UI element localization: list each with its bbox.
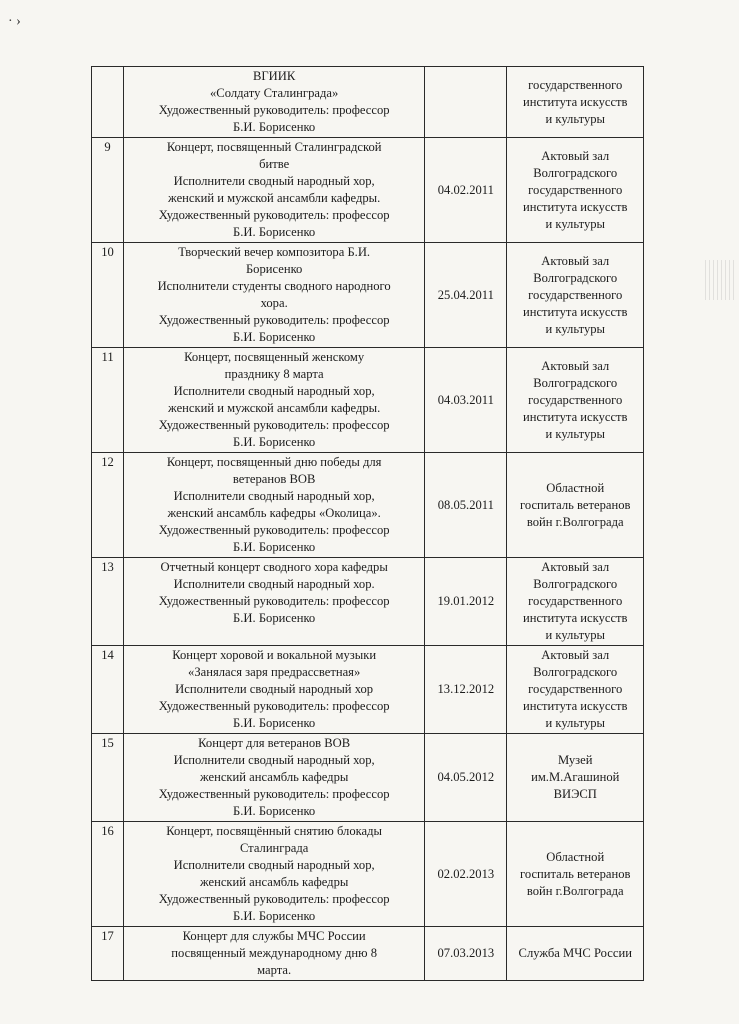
event-description (124, 734, 425, 822)
description-line: ветеранов ВОВ (232, 472, 316, 486)
description-line: Художественный руководитель: профессор (158, 103, 390, 117)
venue-line: и культуры (545, 426, 605, 441)
event-description (124, 822, 425, 927)
event-description (124, 67, 425, 138)
event-date: 07.03.2013 (425, 927, 507, 981)
row-number: 11 (92, 348, 124, 453)
venue-line: Волгоградского (533, 270, 618, 285)
description-line: Художественный руководитель: профессор (158, 313, 390, 327)
venue-line: института искусств (522, 699, 628, 713)
event-date: 25.04.2011 (425, 243, 507, 348)
description-line: Исполнители сводный народный хор, (173, 858, 375, 872)
description-line: Концерт для службы МЧС России (182, 929, 366, 943)
venue-line: Волгоградского (533, 375, 618, 390)
event-date (425, 67, 507, 138)
description-line: Исполнители сводный народный хор, (173, 174, 375, 188)
table-row (92, 822, 644, 927)
event-description (124, 927, 425, 981)
description-line: Исполнители студенты сводного народного (157, 279, 391, 293)
venue-line: и культуры (545, 716, 605, 730)
venue-line: им.М.Агашиной (531, 770, 620, 784)
table-row (92, 927, 644, 981)
venue-line: Волгоградского (533, 577, 618, 591)
description-line: Б.И. Борисенко (233, 435, 316, 449)
table-row (92, 558, 644, 646)
venue-line: Волгоградского (533, 165, 618, 180)
event-description (124, 558, 425, 646)
event-venue (507, 734, 644, 822)
description-line: Художественный руководитель: профессор (158, 699, 390, 713)
description-line: празднику 8 марта (224, 367, 324, 381)
description-line: женский и мужской ансамбли кафедры. (168, 401, 381, 415)
scan-mark: · › (8, 14, 21, 29)
concerts-table-body (92, 67, 644, 981)
venue-line: института искусств (522, 611, 628, 625)
venue-line: войн г.Волгограда (526, 883, 624, 898)
event-venue (507, 243, 644, 348)
description-line: Б.И. Борисенко (233, 225, 316, 239)
venue-line: государственного (528, 287, 623, 302)
venue-line: Актовый зал (541, 560, 610, 574)
venue-line: госпиталь ветеранов (519, 866, 631, 881)
event-venue (507, 927, 644, 981)
event-date: 04.05.2012 (425, 734, 507, 822)
venue-line: Волгоградского (533, 665, 618, 679)
description-line: Концерт, посвященный женскому (184, 350, 365, 364)
row-number: 10 (92, 243, 124, 348)
description-line: Исполнители сводный народный хор (175, 682, 374, 696)
venue-line: государственного (528, 182, 623, 197)
table-row (92, 646, 644, 734)
description-line: Б.И. Борисенко (233, 330, 316, 344)
event-date: 04.03.2011 (425, 348, 507, 453)
description-line: Художественный руководитель: профессор (158, 892, 390, 906)
venue-line: государственного (528, 682, 623, 696)
description-line: женский ансамбль кафедры «Околица». (167, 506, 381, 520)
row-number: 17 (92, 927, 124, 981)
description-line: Борисенко (245, 262, 303, 276)
venue-line: Музей (557, 753, 593, 767)
description-line: Концерт, посвященный дню победы для (166, 455, 382, 469)
event-description (124, 348, 425, 453)
event-description (124, 138, 425, 243)
venue-line: института искусств (522, 94, 628, 109)
event-venue (507, 558, 644, 646)
event-venue (507, 348, 644, 453)
description-line: Б.И. Борисенко (233, 120, 316, 134)
venue-line: войн г.Волгограда (526, 514, 624, 529)
venue-line: ВИЭСП (553, 787, 597, 801)
description-line: Художественный руководитель: профессор (158, 523, 390, 537)
description-line: хора. (260, 296, 288, 310)
table-row (92, 138, 644, 243)
venue-line: Актовый зал (541, 148, 610, 163)
description-line: Исполнители сводный народный хор, (173, 384, 375, 398)
description-line: Концерт хоровой и вокальной музыки (172, 648, 377, 662)
event-venue (507, 138, 644, 243)
venue-line: госпиталь ветеранов (519, 497, 631, 512)
venue-line: и культуры (545, 628, 605, 642)
description-line: Творческий вечер композитора Б.И. (178, 245, 371, 259)
venue-line: Областной (546, 849, 605, 864)
event-date: 08.05.2011 (425, 453, 507, 558)
description-line: ВГИИК (253, 69, 296, 83)
row-number: 9 (92, 138, 124, 243)
event-date: 13.12.2012 (425, 646, 507, 734)
table-row (92, 348, 644, 453)
description-line: Художественный руководитель: профессор (158, 594, 390, 608)
description-line: посвященный международному дню 8 (171, 946, 378, 960)
table-row (92, 453, 644, 558)
description-line: «Солдату Сталинграда» (210, 86, 339, 100)
event-venue (507, 67, 644, 138)
scan-noise (705, 260, 735, 300)
description-line: Концерт, посвященный Сталинградской (166, 140, 382, 154)
row-number: 15 (92, 734, 124, 822)
description-line: Художественный руководитель: профессор (158, 208, 390, 222)
row-number: 12 (92, 453, 124, 558)
venue-line: института искусств (522, 409, 628, 424)
event-venue (507, 646, 644, 734)
venue-line: института искусств (522, 304, 628, 319)
description-line: Б.И. Борисенко (233, 716, 316, 730)
event-description (124, 243, 425, 348)
event-date: 19.01.2012 (425, 558, 507, 646)
description-line: женский ансамбль кафедры (199, 770, 349, 784)
table-row (92, 734, 644, 822)
row-number (92, 67, 124, 138)
description-line: Б.И. Борисенко (233, 804, 316, 818)
description-line: «Занялася заря предрассветная» (188, 665, 361, 679)
row-number: 16 (92, 822, 124, 927)
description-line: марта. (257, 963, 292, 977)
description-line: женский и мужской ансамбли кафедры. (168, 191, 381, 205)
description-line: Б.И. Борисенко (233, 909, 316, 923)
venue-line: Областной (546, 480, 605, 495)
description-line: Сталинграда (239, 841, 309, 855)
venue-line: и культуры (545, 111, 605, 126)
description-line: Художественный руководитель: профессор (158, 418, 390, 432)
venue-line: Актовый зал (541, 253, 610, 268)
concerts-table (91, 66, 644, 981)
venue-line: и культуры (545, 321, 605, 336)
event-description (124, 646, 425, 734)
event-description (124, 453, 425, 558)
venue-line: государственного (528, 594, 623, 608)
description-line: Исполнители сводный народный хор, (173, 753, 375, 767)
row-number: 14 (92, 646, 124, 734)
venue-line: государственного (528, 77, 623, 92)
description-line: битве (259, 157, 290, 171)
venue-line: института искусств (522, 199, 628, 214)
description-line: Исполнители сводный народный хор. (173, 577, 375, 591)
description-line: Концерт для ветеранов ВОВ (198, 736, 351, 750)
description-line: Отчетный концерт сводного хора кафедры (160, 560, 388, 574)
event-date: 04.02.2011 (425, 138, 507, 243)
description-line: Б.И. Борисенко (233, 540, 316, 554)
event-venue (507, 822, 644, 927)
venue-line: и культуры (545, 216, 605, 231)
description-line: Художественный руководитель: профессор (158, 787, 390, 801)
row-number: 13 (92, 558, 124, 646)
table-row (92, 243, 644, 348)
description-line: Концерт, посвящённый снятию блокады (166, 824, 383, 838)
table-row (92, 67, 644, 138)
venue-line: Актовый зал (541, 358, 610, 373)
venue-line: Актовый зал (541, 648, 610, 662)
event-date: 02.02.2013 (425, 822, 507, 927)
venue-line: Служба МЧС России (518, 946, 632, 960)
description-line: женский ансамбль кафедры (199, 875, 349, 889)
event-venue (507, 453, 644, 558)
description-line: Исполнители сводный народный хор, (173, 489, 375, 503)
venue-line: государственного (528, 392, 623, 407)
description-line: Б.И. Борисенко (233, 611, 316, 625)
